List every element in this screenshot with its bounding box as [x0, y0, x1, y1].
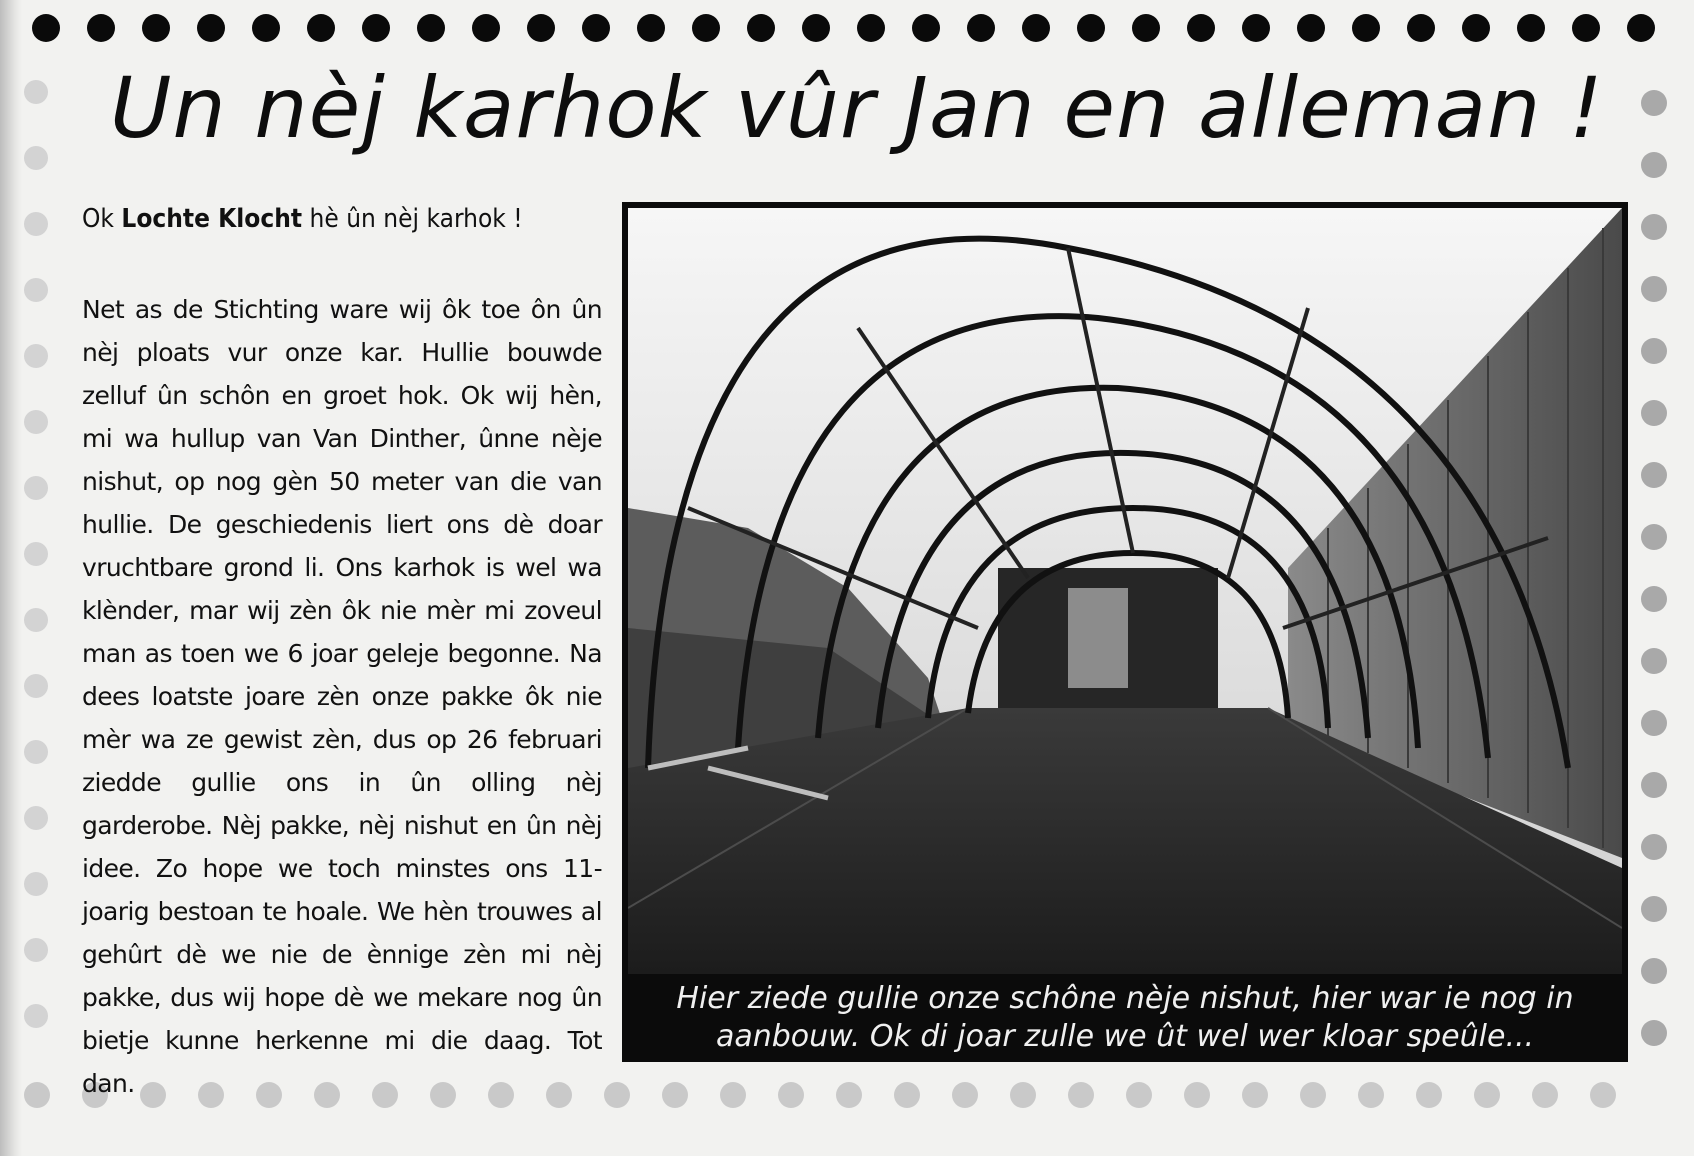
border-dot — [1242, 14, 1270, 42]
border-dot — [24, 80, 48, 104]
border-dot — [1068, 1082, 1094, 1108]
border-dot — [912, 14, 940, 42]
intro-name: Lochte Klocht — [121, 204, 303, 234]
border-dot — [1641, 586, 1667, 612]
border-dot — [1641, 1020, 1667, 1046]
article-body: Net as de Stichting ware wij ôk toe ôn ûn nèj ploats vur onze kar. Hullie bouwde zelluf ûn schôn en groet hok. Ok wij hèn, mi wa hullup van Van Dinther, ûnne nèje nishut, op nog gèn 50 meter van die van hullie. De geschiedenis liert ons dè doar vruchtbare grond li. Ons karhok is wel wa klènder, mar wij zèn ôk nie mèr mi zoveul man as toen we 6 joar geleje begonne. Na dees loatste joare zèn onze pakke ôk nie mèr wa ze gewist zèn, dus op 26 februari ziedde gullie ons in ûn olling nèj garderobe. Nèj pakke, nèj nishut en ûn nèj idee. Zo hope we toch minstes ons 11-joarig bestoan te hoale. We hèn trouwes al gehûrt dè we nie de ènnige zèn mi nèj pakke, dus wij hope dè we mekare nog ûn bietje kunne herkenne mi die daag. Tot dan. — [82, 295, 602, 1098]
border-dot — [1184, 1082, 1210, 1108]
border-dot — [24, 278, 48, 302]
border-dot — [24, 674, 48, 698]
border-dot — [1022, 14, 1050, 42]
border-dot — [692, 14, 720, 42]
border-dot — [307, 14, 335, 42]
photo-caption: Hier ziede gullie onze schône nèje nishut, hier war ie nog in aanbouw. Ok di joar zulle we ût wel wer kloar speûle... — [676, 981, 1574, 1054]
border-dot — [197, 14, 225, 42]
photo-frame — [622, 202, 1628, 1062]
border-dot — [1462, 14, 1490, 42]
border-dot — [1641, 400, 1667, 426]
intro-prefix: Ok — [82, 204, 114, 234]
border-dot — [1077, 14, 1105, 42]
border-dot — [1641, 276, 1667, 302]
border-dot — [857, 14, 885, 42]
top-dot-border — [22, 14, 1672, 54]
border-dot — [747, 14, 775, 42]
border-dot — [24, 1004, 48, 1028]
border-dot — [1358, 1082, 1384, 1108]
border-dot — [1641, 958, 1667, 984]
border-dot — [1572, 14, 1600, 42]
article-title: Un nèj karhok vûr Jan en alleman ! — [110, 59, 1604, 157]
border-dot — [1010, 1082, 1036, 1108]
border-dot — [24, 476, 48, 500]
border-dot — [417, 14, 445, 42]
border-dot — [24, 542, 48, 566]
border-dot — [1641, 524, 1667, 550]
border-dot — [1641, 90, 1667, 116]
border-dot — [1517, 14, 1545, 42]
border-dot — [1641, 896, 1667, 922]
border-dot — [1641, 772, 1667, 798]
border-dot — [1297, 14, 1325, 42]
border-dot — [527, 14, 555, 42]
border-dot — [1300, 1082, 1326, 1108]
border-dot — [1641, 834, 1667, 860]
border-dot — [894, 1082, 920, 1108]
border-dot — [1474, 1082, 1500, 1108]
border-dot — [32, 14, 60, 42]
border-dot — [24, 146, 48, 170]
border-dot — [604, 1082, 630, 1108]
border-dot — [24, 806, 48, 830]
border-dot — [1641, 214, 1667, 240]
border-dot — [252, 14, 280, 42]
border-dot — [24, 410, 48, 434]
border-dot — [142, 14, 170, 42]
border-dot — [24, 1082, 50, 1108]
article-intro — [82, 202, 550, 236]
border-dot — [1187, 14, 1215, 42]
border-dot — [24, 212, 48, 236]
border-dot — [24, 938, 48, 962]
border-dot — [1641, 710, 1667, 736]
border-dot — [24, 872, 48, 896]
border-dot — [1242, 1082, 1268, 1108]
border-dot — [802, 14, 830, 42]
border-dot — [967, 14, 995, 42]
border-dot — [87, 14, 115, 42]
greenhouse-tunnel-photo — [628, 208, 1622, 974]
border-dot — [836, 1082, 862, 1108]
border-dot — [24, 608, 48, 632]
border-dot — [24, 344, 48, 368]
border-dot — [720, 1082, 746, 1108]
border-dot — [1590, 1082, 1616, 1108]
border-dot — [1352, 14, 1380, 42]
border-dot — [1407, 14, 1435, 42]
border-dot — [1132, 14, 1160, 42]
border-dot — [637, 14, 665, 42]
border-dot — [778, 1082, 804, 1108]
scan-margin — [0, 0, 22, 1156]
border-dot — [1641, 462, 1667, 488]
border-dot — [1641, 338, 1667, 364]
border-dot — [1416, 1082, 1442, 1108]
border-dot — [472, 14, 500, 42]
border-dot — [1641, 648, 1667, 674]
tunnel-illustration — [628, 208, 1622, 974]
border-dot — [1627, 14, 1655, 42]
border-dot — [1641, 152, 1667, 178]
border-dot — [362, 14, 390, 42]
border-dot — [1532, 1082, 1558, 1108]
border-dot — [24, 740, 48, 764]
border-dot — [582, 14, 610, 42]
border-dot — [952, 1082, 978, 1108]
border-dot — [1126, 1082, 1152, 1108]
intro-suffix: hè ûn nèj karhok ! — [309, 204, 523, 234]
border-dot — [662, 1082, 688, 1108]
